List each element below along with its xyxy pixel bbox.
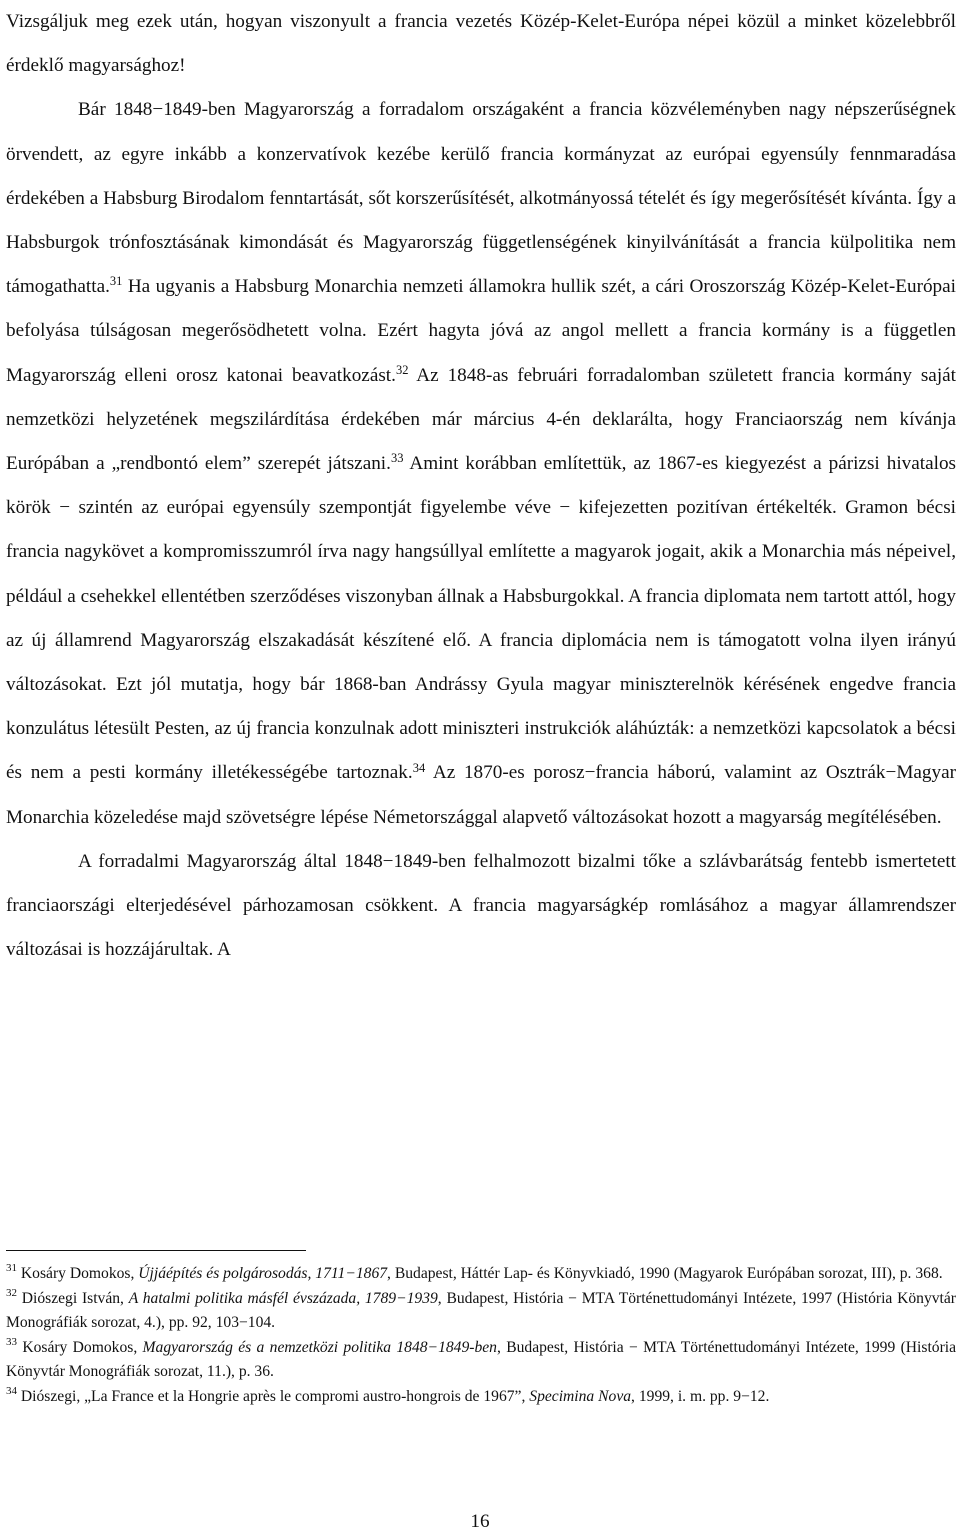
text-run: Kosáry Domokos,	[17, 1265, 139, 1282]
text-run: , Budapest, Háttér Lap- és Könyvkiadó, 1990 (Magyarok Európában sorozat, III), p. 368.	[387, 1265, 943, 1282]
page-number: 16	[470, 1511, 490, 1532]
footnote-reference: 32	[395, 362, 409, 377]
footnote-number: 33	[6, 1336, 17, 1349]
text-run: Bár 1848−1849-ben Magyarország a forradalom országaként a francia közvéleményben nagy népszerűségnek örvendett, az egyre inkább a konzervatívok kezébe kerülő francia kormányzat az európai egyensúly fennmaradása érdekében a Habsburg Birodalom fenntartását, sőt korszerűsítését, alkotmányossá tételét és így megerősítését kívánta. Így a Habsburgok trónfosztásának kimondását és Magyarország függetlenségének kinyilvánítását a francia külpolitika nem támogathatta.	[6, 99, 956, 298]
text-run: , Budapest, História − MTA Történettudományi Intézete, 1997 (História Könyvtár Monográfiák sorozat, 4.), pp. 92, 103−104.	[6, 1289, 957, 1332]
footnote	[6, 1385, 956, 1410]
text-run: A forradalmi Magyarország által 1848−1849-ben felhalmozott bizalmi tőke a szlávbarátság fentebb ismertetett franciaországi elterjedésével párhozamosan csökkent. A francia magyarságkép romlásához a magyar államrendszer változásai is hozzájárultak. A	[6, 850, 956, 961]
footnote-number: 31	[6, 1262, 17, 1275]
footnote	[6, 1336, 956, 1385]
footnotes	[6, 1262, 956, 1410]
text-run: , 1999, i. m. pp. 9−12.	[631, 1387, 770, 1405]
text-run: Az 1870-es porosz−francia háború, valamint az Osztrák−Magyar Monarchia közeledése majd szövetségre lépése Németországgal alapvető változásokat hozott a magyarság megítélésében.	[6, 762, 957, 828]
paragraph	[6, 0, 956, 88]
body-text	[6, 0, 956, 972]
text-run: Vizsgáljuk meg ezek után, hogyan viszonyult a francia vezetés Közép-Kelet-Európa népei közül a minket közelebbről érdeklő magyarsághoz!	[6, 11, 956, 77]
footnote-reference: 31	[109, 274, 123, 289]
text-run: Diószegi, „La France et la Hongrie après le compromi austro-hongrois de 1967”,	[17, 1387, 530, 1405]
italic-title: Specimina Nova	[529, 1387, 632, 1405]
footnote-number: 34	[6, 1385, 17, 1398]
text-run: , Budapest, História − MTA Történettudományi Intézete, 1999 (História Könyvtár Monográfiák sorozat, 11.), p. 36.	[6, 1338, 957, 1381]
footnote	[6, 1262, 956, 1287]
footnote	[6, 1287, 956, 1336]
footnote-reference: 34	[412, 760, 426, 775]
italic-title: Újjáépítés és polgárosodás, 1711−1867	[138, 1265, 388, 1282]
italic-title: Magyarország és a nemzetközi politika 1848−1849-ben	[142, 1338, 497, 1356]
text-run: Diószegi István,	[17, 1289, 129, 1307]
text-run: Ha ugyanis a Habsburg Monarchia nemzeti államokra hullik szét, a cári Oroszország Közép-Kelet-Európai befolyása túlságosan megerősödhetett volna. Ezért hagyta jóvá az angol mellett a francia kormány is a független Magyarország elleni orosz katonai beavatkozást.	[6, 276, 956, 386]
paragraph	[6, 88, 956, 839]
paragraph	[6, 840, 956, 973]
text-run: Az 1848-as februári forradalomban született francia kormány saját nemzetközi helyzetének megszilárdítása érdekében már március 4-én deklarálta, hogy Franciaország nem kívánja Európában a „rendbontó elem” szerepét játszani.	[6, 364, 956, 475]
text-run: Kosáry Domokos,	[17, 1338, 143, 1356]
text-run: Amint korábban említettük, az 1867-es kiegyezést a párizsi hivatalos körök − szintén az európai egyensúly szempontját figyelembe véve − kifejezetten pozitívan értékelték. Gramon bécsi francia nagykövet a kompromisszumról írva nagy hangsúllyal említette a magyarok jogait, akik a Monarchia más népeivel, például a csehekkel ellentétben szerződéses viszonyban állnak a Habsburgokkal. A francia diplomata nem tartott attól, hogy az új államrend Magyarország elszakadását készítené elő. A francia diplomácia nem is támogatott volna ilyen irányú változásokat. Ezt jól mutatja, hogy bár 1868-ban Andrássy Gyula magyar miniszterelnök kérésének engedve francia konzulátus létesült Pesten, az új francia konzulnak adott miniszteri instrukciók aláhúzták: a nemzetközi kapcsolatok a bécsi és nem a pesti kormány illetékességébe tartoznak.	[6, 453, 957, 784]
italic-title: A hatalmi politika másfél évszázada, 1789−1939	[128, 1289, 438, 1307]
footnote-number: 32	[6, 1287, 17, 1299]
footnote-separator	[6, 1250, 306, 1251]
footnote-reference: 33	[390, 451, 404, 466]
